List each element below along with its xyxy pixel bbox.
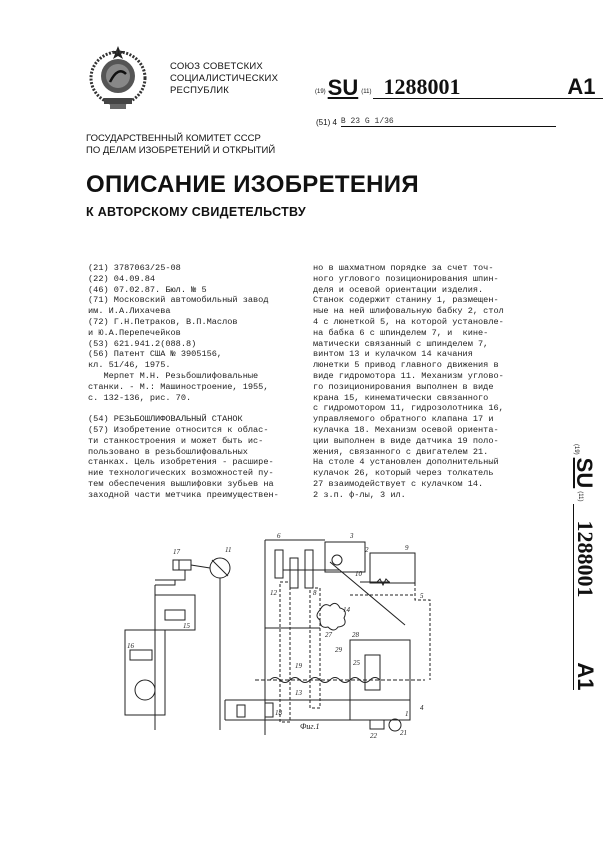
text-line: но в шахматном порядке за счет точ- — [313, 263, 494, 273]
text-line: матически связанный с шпинделем 7, — [313, 338, 489, 349]
svg-text:29: 29 — [335, 646, 342, 654]
text-line: крана 15, кинематически связанного — [313, 392, 489, 403]
svg-text:9: 9 — [405, 544, 409, 552]
svg-text:10: 10 — [355, 570, 362, 578]
svg-text:8: 8 — [313, 589, 317, 597]
document-subtitle: К АВТОРСКОМУ СВИДЕТЕЛЬСТВУ — [86, 205, 306, 219]
text-line: им. И.А.Лихачева — [88, 306, 171, 317]
svg-text:25: 25 — [353, 659, 360, 667]
svg-text:28: 28 — [352, 631, 359, 639]
svg-text:27: 27 — [325, 631, 332, 639]
text-line: станки. - М.: Машиностроение, 1955, — [88, 381, 269, 392]
svg-text:4: 4 — [420, 704, 424, 712]
text-line: и Ю.А.Перепечейков — [88, 327, 181, 338]
union-name — [170, 61, 278, 97]
ipc-classification — [316, 117, 556, 127]
text-line: с. 132-136, рис. 70. — [88, 392, 192, 403]
svg-text:5: 5 — [420, 592, 424, 600]
text-line: на бабка 6 с шпинделем 7, и кине- — [313, 327, 489, 338]
text-line: (21) 3787063/25-08 — [88, 263, 181, 273]
svg-text:15: 15 — [183, 622, 190, 630]
text-line: (53) 621.941.2(088.8) — [88, 338, 197, 349]
cam-14 — [317, 603, 345, 630]
grinding-head-2 — [325, 542, 365, 572]
text-line: Мерпет М.Н. Резьбошлифовальные — [88, 370, 259, 381]
patent-number: 1288001 — [383, 74, 461, 99]
ipc-value: B 23 G 1/36 — [341, 117, 556, 127]
text-line: винтом 13 и кулачком 14 качания — [313, 349, 473, 360]
text-line: На столе 4 установлен дополнительный — [313, 457, 499, 468]
side-number-code-label: (11) — [577, 491, 583, 502]
svg-text:1: 1 — [405, 710, 409, 718]
text-line: тем обеспечения вышлифовки зубьев на — [88, 478, 274, 489]
text-line: кулачка 18. Механизм осевой ориента- — [313, 424, 499, 435]
text-line: Станок содержит станину 1, размещен- — [313, 295, 499, 306]
text-line: 2 з.п. ф-лы, 3 ил. — [313, 489, 406, 500]
ussr-emblem-icon — [88, 44, 148, 112]
text-line: станках. Цель изобретения - расшире- — [88, 457, 274, 468]
text-line: с гидромотором 11, гидрозолотника 16, — [313, 403, 504, 414]
text-line: (57) Изобретение относится к облас- — [88, 424, 269, 435]
text-line: (46) 07.02.87. Бюл. № 5 — [88, 284, 207, 295]
svg-text:14: 14 — [343, 606, 350, 614]
side-country-code-label: (19) — [573, 444, 579, 455]
side-patent-number: 1288001 — [573, 520, 598, 598]
svg-text:22: 22 — [370, 732, 377, 740]
svg-text:17: 17 — [173, 548, 180, 556]
svg-text:19: 19 — [295, 662, 302, 670]
text-line: люнетки 5 привод главного движения в — [313, 360, 499, 371]
text-line: кл. 51/46, 1975. — [88, 360, 171, 371]
svg-text:21: 21 — [400, 729, 407, 737]
union-line: СОЮЗ СОВЕТСКИХ — [170, 61, 263, 72]
text-line: жения, связанного с двигателем 21. — [313, 446, 489, 457]
svg-text:6: 6 — [277, 532, 281, 540]
svg-text:3: 3 — [350, 532, 354, 540]
text-line — [88, 403, 308, 414]
text-line: го позиционирования выполнен в виде — [313, 381, 494, 392]
text-line: пользовано в резьбошлифовальных — [88, 446, 248, 457]
text-line: (72) Г.Н.Петраков, В.П.Маслов — [88, 316, 238, 327]
svg-text:18: 18 — [275, 709, 282, 717]
committee-name — [86, 133, 275, 157]
side-patent-kind: A1 — [573, 662, 598, 691]
committee-line: ГОСУДАРСТВЕННЫЙ КОМИТЕТ СССР — [86, 133, 261, 144]
text-line: (54) РЕЗЬБОШЛИФОВАЛЬНЫЙ СТАНОК — [88, 414, 243, 425]
technical-drawing — [127, 532, 430, 740]
text-line: ти станкостроения и может быть ис- — [88, 435, 264, 446]
text-line: (22) 04.09.84 — [88, 273, 156, 284]
text-line: управляемого обратного клапана 17 и — [313, 414, 494, 425]
text-line: ные на ней шлифовальную бабку 2, стол — [313, 306, 504, 317]
text-line: ного углового позиционирования шпин- — [313, 273, 499, 284]
text-line: виде гидромотора 11. Механизм углово- — [313, 370, 504, 381]
number-code-label: (11) — [361, 89, 372, 95]
ipc-code-label: (51) 4 — [316, 118, 337, 127]
committee-line: ПО ДЕЛАМ ИЗОБРЕТЕНИЙ И ОТКРЫТИЙ — [86, 145, 276, 156]
valve-17 — [173, 560, 191, 570]
svg-text:12: 12 — [270, 589, 277, 597]
svg-text:13: 13 — [295, 689, 302, 697]
text-line: заходной части метчика преимуществен- — [88, 489, 279, 500]
text-line: кулачок 26, который через толкатель — [313, 468, 494, 479]
text-line: 27 взаимодействует с кулачком 14. — [313, 478, 484, 489]
country-code-label: (19) — [315, 89, 326, 95]
svg-text:11: 11 — [225, 546, 232, 554]
text-line: ние технологических возможностей пу- — [88, 468, 274, 479]
side-country: SU — [572, 457, 597, 489]
svg-text:16: 16 — [127, 642, 134, 650]
union-line: СОЦИАЛИСТИЧЕСКИХ — [170, 73, 279, 84]
svg-text:2: 2 — [365, 546, 369, 554]
bibliographic-column — [88, 263, 308, 501]
text-line: (71) Московский автомобильный завод — [88, 295, 269, 306]
country: SU — [327, 75, 359, 100]
text-line: 4 с люнеткой 5, на которой установле- — [313, 316, 504, 327]
figure-caption: Фиг.1 — [300, 722, 320, 731]
text-line: деля и осевой ориентации изделия. — [313, 284, 484, 295]
abstract-column — [313, 263, 538, 501]
side-document-number — [548, 444, 598, 704]
text-line: ции выполнен в виде датчика 19 поло- — [313, 435, 499, 446]
text-line: (56) Патент США № 3905156, — [88, 349, 223, 360]
unit-9 — [370, 553, 415, 583]
patent-kind: A1 — [567, 74, 596, 99]
document-number — [315, 76, 603, 99]
document-title: ОПИСАНИЕ ИЗОБРЕТЕНИЯ — [86, 171, 419, 198]
union-line: РЕСПУБЛИК — [170, 85, 230, 96]
